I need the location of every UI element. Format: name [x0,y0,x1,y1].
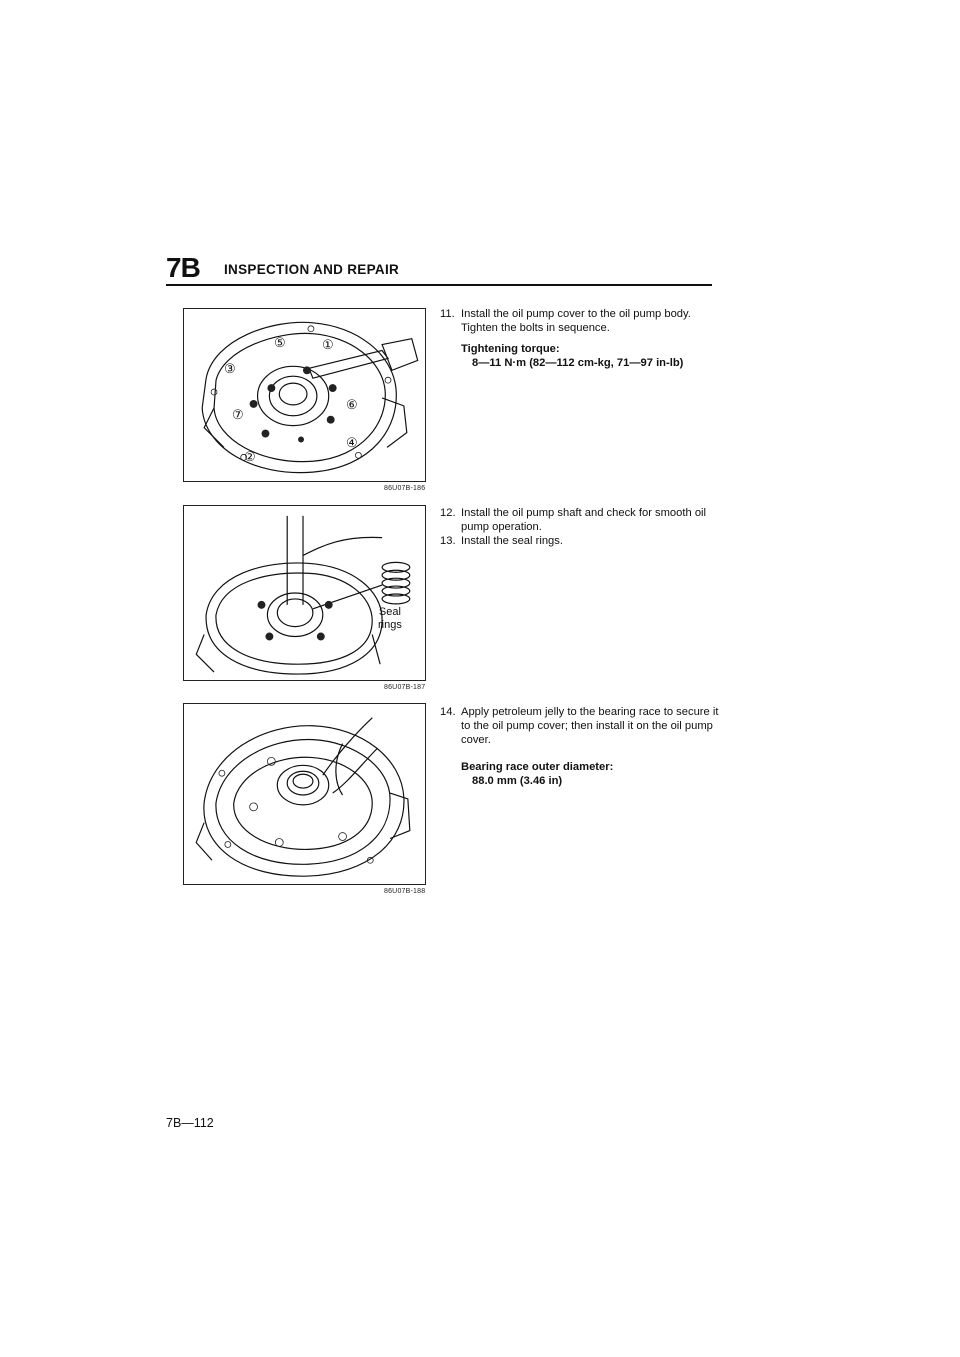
callout-2: ② [244,449,256,464]
page-number: 7B—112 [166,1116,214,1130]
oil-pump-cover-illustration [184,309,425,481]
section-number: 7B [166,252,200,283]
step-12 [440,506,730,534]
step-text: Install the oil pump cover to the oil pump body. Tighten the bolts in sequence. [461,308,691,334]
header-rule [166,284,712,286]
figure-code: 86U07B-186 [384,485,426,492]
step-14 [440,705,730,747]
step-number: 14. [440,706,456,718]
figure-code: 86U07B-187 [384,684,426,691]
step-number: 13. [440,535,456,547]
step-number: 12. [440,507,456,519]
figure-seal-rings [183,505,426,681]
bearing-race-illustration [184,704,425,884]
figure-bolt-sequence [183,308,426,482]
figure-code: 86U07B-188 [384,888,426,895]
spec-tightening-torque [461,342,683,370]
callout-1: ① [322,337,334,352]
callout-4: ④ [346,435,358,450]
step-11 [440,307,730,335]
callout-5: ⑤ [274,335,286,350]
spec-bearing-race-diameter [461,760,613,788]
spec-label: Tightening torque: [461,343,560,355]
section-title: INSPECTION AND REPAIR [224,262,400,277]
spec-value: 88.0 mm (3.46 in) [472,775,563,787]
spec-value: 8—11 N·m (82—112 cm-kg, 71—97 in-lb) [472,357,684,369]
callout-3: ③ [224,361,236,376]
callout-6: ⑥ [346,397,358,412]
page-header [166,252,712,286]
step-text: Install the oil pump shaft and check for smooth oil pump operation. [461,507,707,533]
step-text: Install the seal rings. [461,535,563,547]
figure-bearing-race [183,703,426,885]
seal-ring-illustration [184,506,425,680]
step-text: Apply petroleum jelly to the bearing race to secure it to the oil pump cover; then install it on the oil pump cover. [461,706,719,746]
step-number: 11. [440,308,455,320]
seal-rings-label: Seal rings [378,606,402,631]
step-13 [440,534,730,548]
callout-7: ⑦ [232,407,244,422]
spec-label: Bearing race outer diameter: [461,761,614,773]
